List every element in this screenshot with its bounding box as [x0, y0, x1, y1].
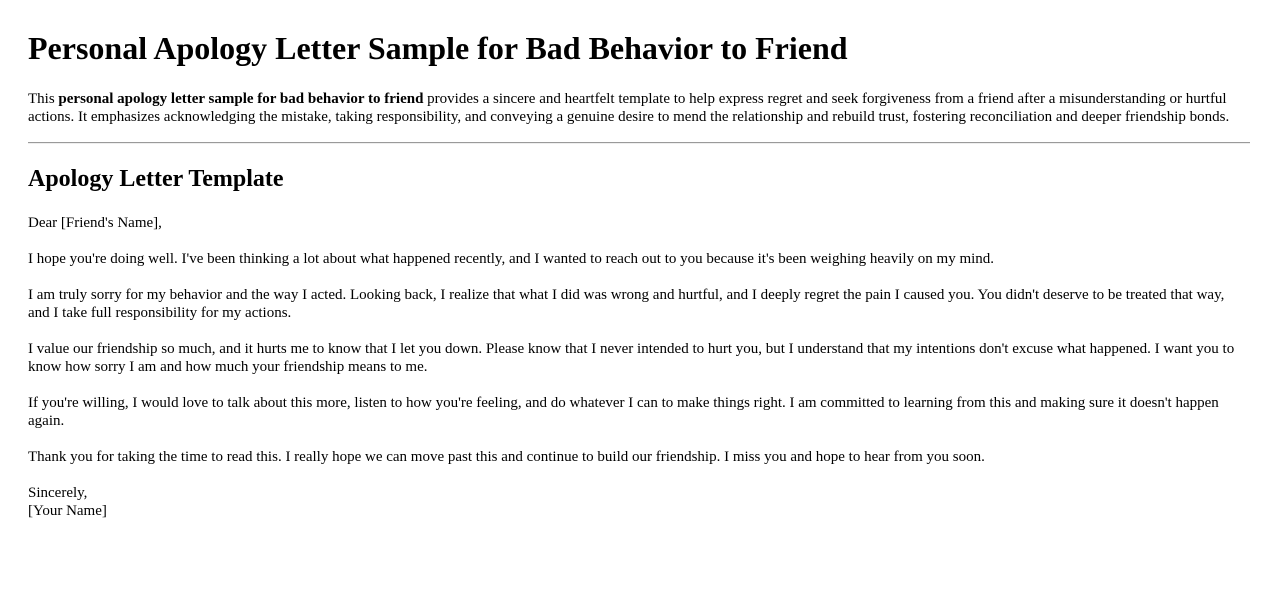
- letter-body: [28, 214, 1250, 520]
- letter-paragraph: I hope you're doing well. I've been thinking a lot about what happened recently, and I wanted to reach out to you because it's been weighing heavily on my mind.: [28, 251, 995, 267]
- section-divider: [28, 142, 1250, 144]
- intro-prefix: This: [28, 91, 59, 107]
- letter-closing: Sincerely,: [28, 485, 88, 501]
- letter-signoff: [28, 484, 1250, 520]
- letter-signature: [Your Name]: [28, 503, 107, 519]
- letter-paragraph: If you're willing, I would love to talk about this more, listen to how you're feeling, and do whatever I can to make things right. I am committed to learning from this and making sure it doesn't happen again.: [28, 395, 1219, 429]
- page-title: Personal Apology Letter Sample for Bad Behavior to Friend: [28, 30, 848, 66]
- intro-bold-phrase: personal apology letter sample for bad behavior to friend: [58, 91, 424, 107]
- section-heading: Apology Letter Template: [28, 166, 284, 192]
- intro-suffix: provides a sincere and heartfelt template to help express regret and seek forgiveness from a friend after a misunderstanding or hurtful actions. It emphasizes acknowledging the mistake, taking responsibility, and conveying a genuine desire to mend the relationship and rebuild trust, fostering reconciliation and deeper friendship bonds.: [28, 91, 1230, 125]
- letter-paragraph: Thank you for taking the time to read this. I really hope we can move past this and continue to build our friendship. I miss you and hope to hear from you soon.: [28, 449, 985, 465]
- letter-paragraph: I am truly sorry for my behavior and the way I acted. Looking back, I realize that what I did was wrong and hurtful, and I deeply regret the pain I caused you. You didn't deserve to be treated that way, and I take full responsibility for my actions.: [28, 287, 1225, 321]
- letter-paragraph: I value our friendship so much, and it hurts me to know that I let you down. Please know that I never intended to hurt you, but I understand that my intentions don't excuse what happened. I want you to know how sorry I am and how much your friendship means to me.: [28, 341, 1235, 375]
- intro-paragraph: [28, 90, 1250, 126]
- letter-greeting: Dear [Friend's Name],: [28, 215, 162, 231]
